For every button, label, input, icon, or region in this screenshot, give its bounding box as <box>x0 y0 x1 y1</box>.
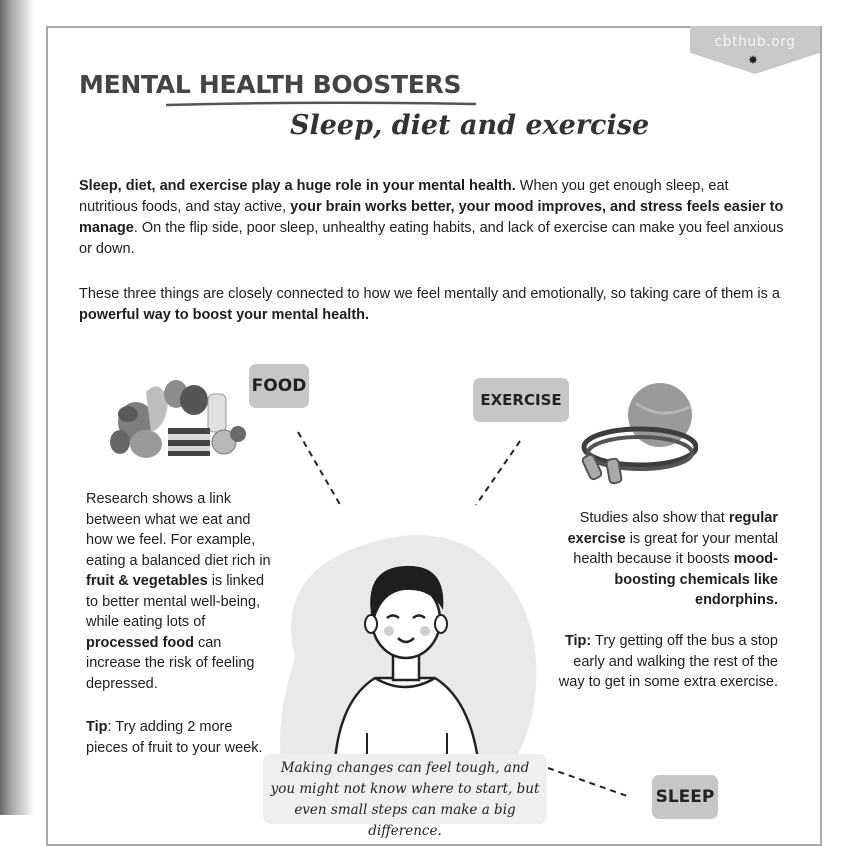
intro-text-3: These three things are closely connected to how we feel mentally and emotionally, so taking care of them is a <box>79 286 780 302</box>
food-tip <box>86 717 271 758</box>
exercise-bold-1: regular exercise <box>567 510 778 547</box>
brand-site[interactable]: cbthub.org <box>714 34 796 50</box>
intro-bold-3: powerful way to boost your mental health. <box>79 307 370 323</box>
intro-text-2: . On the flip side, poor sleep, unhealthy eating habits, and lack of exercise can make you feel anxious or down. <box>79 220 784 257</box>
exercise-bold-2: mood-boosting chemicals like endorphins. <box>614 551 778 608</box>
exercise-text-2: is great for your mental health because it boosts <box>573 530 778 567</box>
food-tip-label: Tip <box>86 719 108 735</box>
exercise-tag: EXERCISE <box>473 378 569 422</box>
star-icon: ✸ <box>748 53 759 67</box>
exercise-tip <box>552 631 778 693</box>
food-text-2: is linked to better mental well-being, while eating lots of <box>86 573 265 630</box>
food-bold-1: fruit & vegetables <box>86 573 208 589</box>
page-subtitle: Sleep, diet and exercise <box>290 110 650 141</box>
callout-box: Making changes can feel tough, and you might not know where to start, but even small steps can make a big difference. <box>263 754 547 824</box>
food-bold-2: processed food <box>86 634 194 651</box>
exercise-description <box>552 508 778 611</box>
intro-bold-2: your brain works better, your mood improves, and stress feels easier to manage <box>79 199 784 236</box>
page-title: MENTAL HEALTH BOOSTERS <box>79 70 462 99</box>
sleep-tag: SLEEP <box>652 775 718 819</box>
exercise-text-1: Studies also show that <box>579 510 729 526</box>
intro-text-1: When you get enough sleep, eat nutritious foods, and stay active, <box>79 178 729 215</box>
intro-bold-1: Sleep, diet, and exercise play a huge role in your mental health. <box>79 178 516 194</box>
exercise-tip-text: Try getting off the bus a stop early and walking the rest of the way to get in some extra exercise. <box>558 633 778 690</box>
food-tip-text: : Try adding 2 more pieces of fruit to your week. <box>86 719 263 756</box>
food-text-1: Research shows a link between what we eat and how we feel. For example, eating a balanced diet rich in <box>86 491 271 569</box>
exercise-tip-label: Tip: <box>564 633 592 649</box>
food-text-3: can increase the risk of feeling depressed. <box>86 634 255 692</box>
food-tag: FOOD <box>249 364 309 408</box>
food-description <box>86 489 271 694</box>
